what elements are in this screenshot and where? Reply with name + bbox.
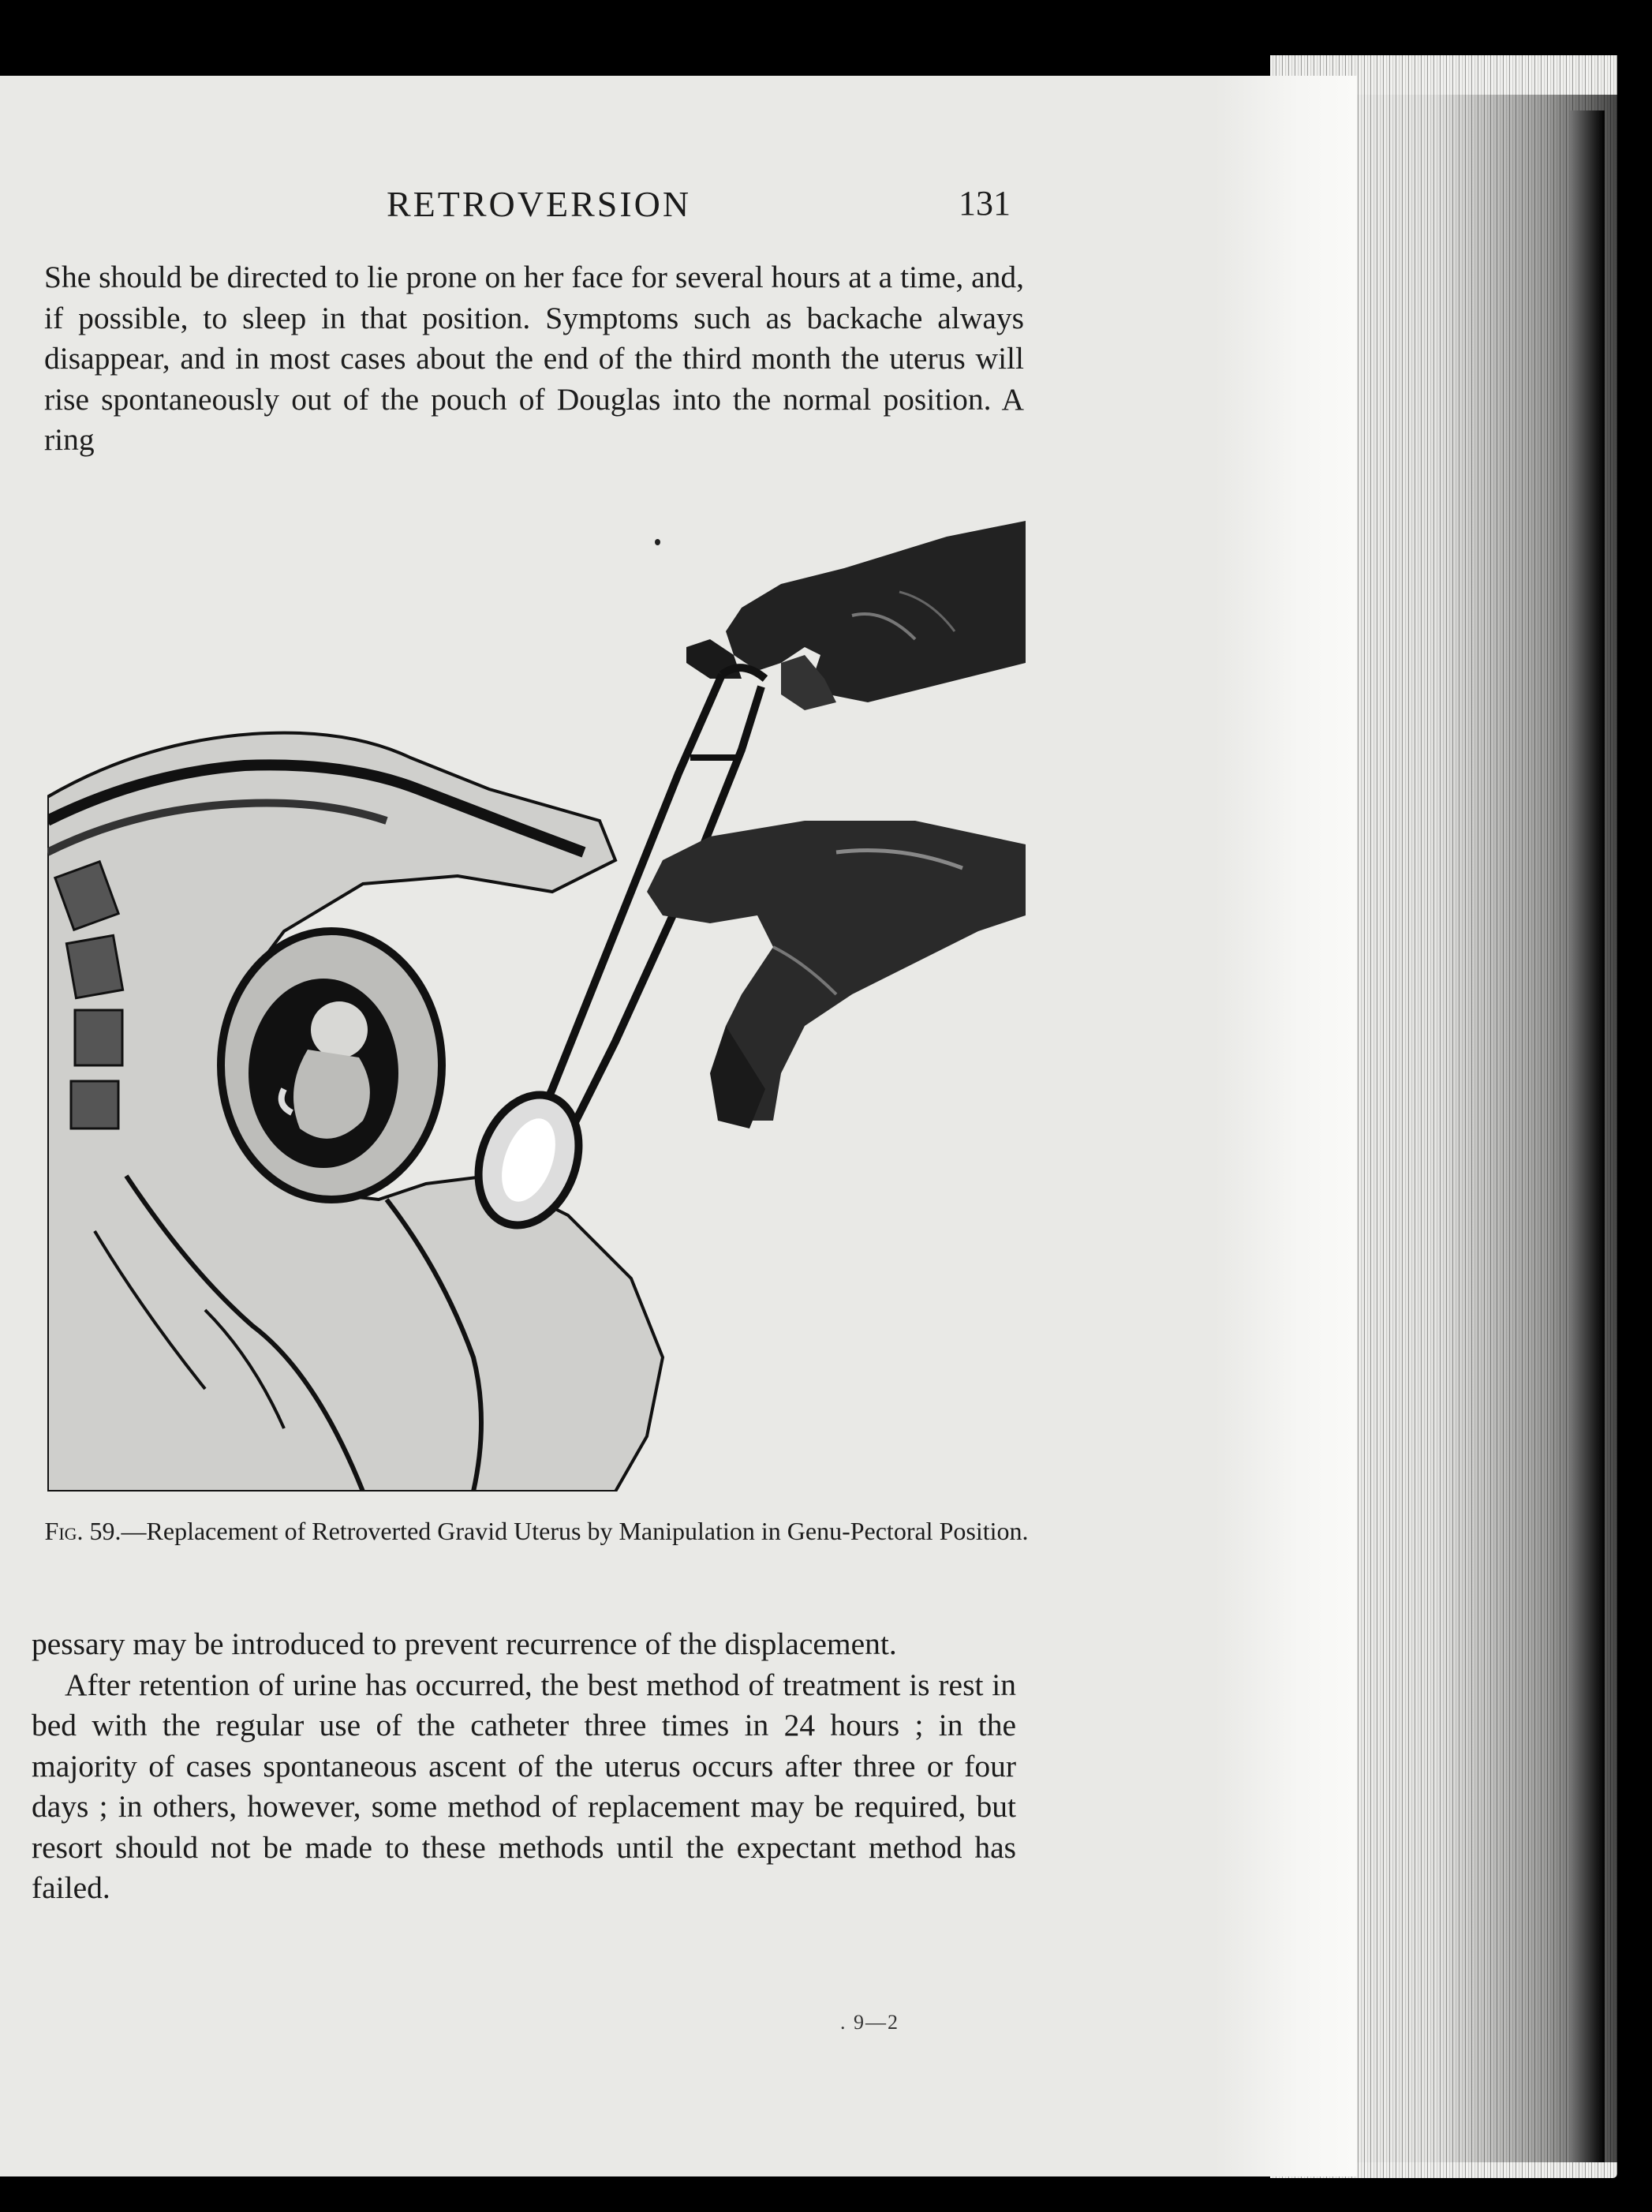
anatomical-illustration [47,521,1026,1492]
figure-label: Fig. 59. [44,1517,121,1545]
lower-hand-illustration [647,821,1026,1128]
page-number: 131 [959,184,1011,223]
paragraph-retention-of-urine: After retention of urine has occurred, the best method of treatment is rest in bed with the regular use of the catheter three times in 24 hours ; in the majority of cases spontaneous ascent of the uterus occurs after three or four days ; in others, however, some method of replacement may be required, but resort should not be made to these methods until the expectant method has failed. [32,1667,1016,1905]
running-title: RETROVERSION [387,184,692,224]
scan-speck [655,539,660,545]
signature-mark: . 9—2 [840,2011,899,2034]
figure-caption [32,1515,1041,1547]
pelvic-section-illustration [47,733,663,1492]
upper-hand-illustration [686,521,1026,710]
book-edge-shadow [1570,110,1605,2162]
bottom-text [32,1624,1016,1909]
paragraph-text: She should be directed to lie prone on her face for several hours at a time, and, if possible, to sleep in that position. Symptoms such as backache always disappear, and in most cases about the end of the third month the uterus will rise spontaneously out of the pouch of Douglas into the normal position. A ring [44,260,1024,457]
figure-caption-text: —Replacement of Retroverted Gravid Uterus by Manipulation in Genu-Pectoral Position. [121,1517,1029,1545]
top-paragraph [44,257,1024,461]
paragraph-continuation: pessary may be introduced to prevent recurrence of the displacement. [32,1626,897,1661]
page-gutter-highlight [1215,76,1357,2176]
